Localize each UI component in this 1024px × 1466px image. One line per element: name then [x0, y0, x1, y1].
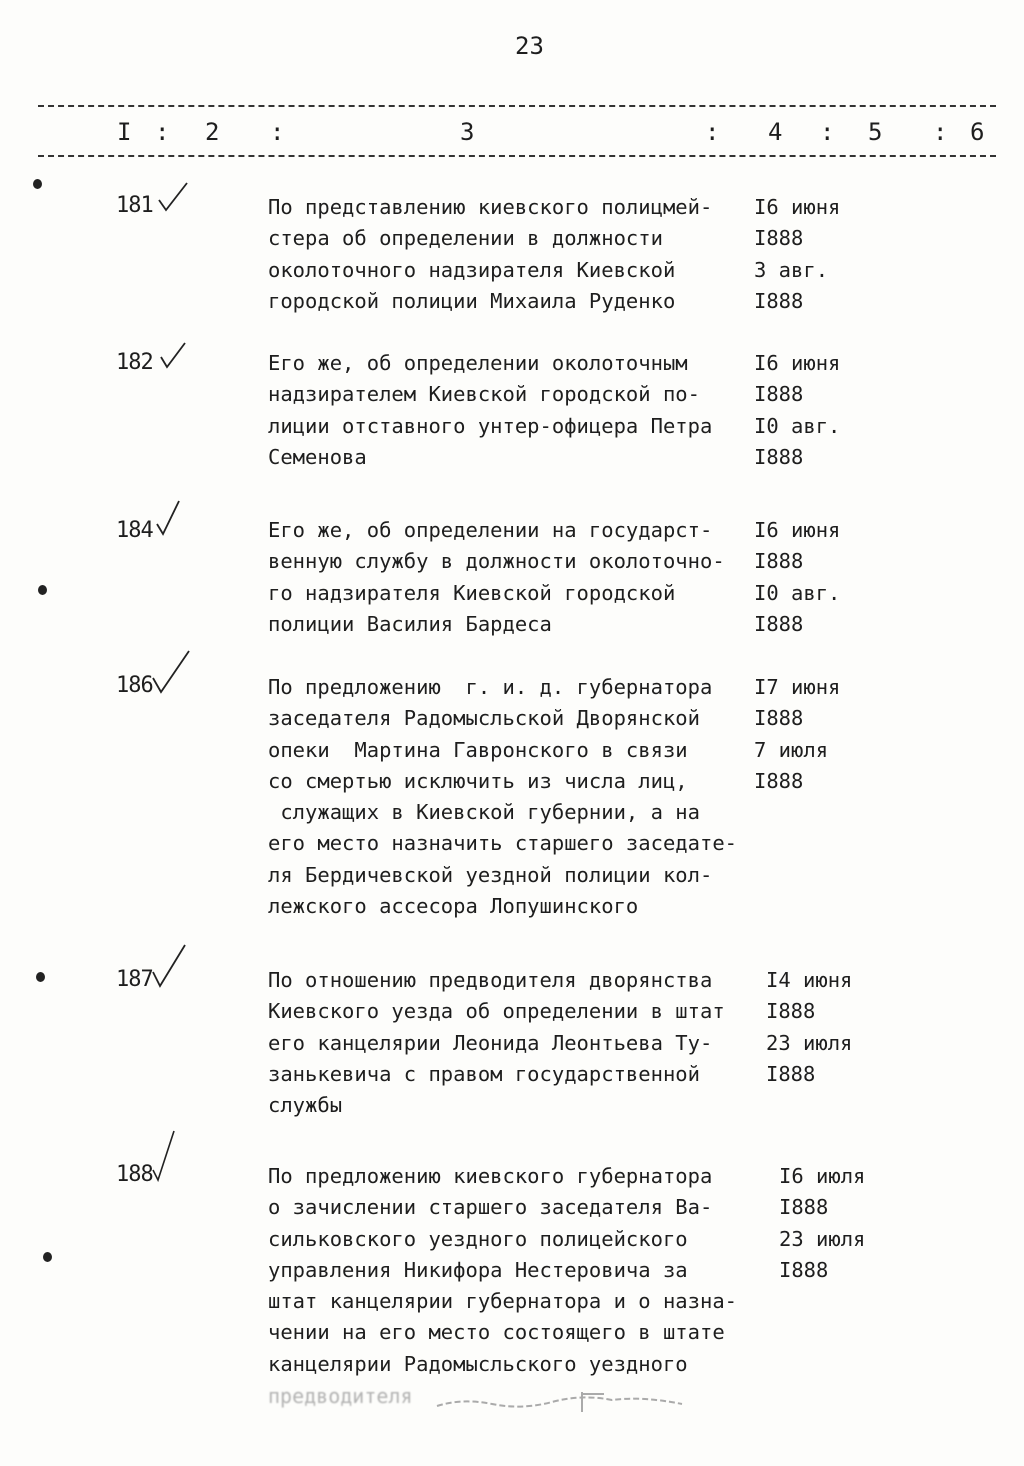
date-line: I7 июня — [754, 675, 841, 699]
entry-text-line: Его же, об определении околоточным — [268, 351, 688, 375]
entry-text-line: По отношению предводителя дворянства — [268, 968, 713, 992]
date-line: I6 июня — [754, 195, 841, 219]
faint-continuation-text: предводителя — [268, 1384, 413, 1408]
date-line: I6 июня — [754, 351, 841, 375]
entry-text-line: околоточного надзирателя Киевской — [268, 257, 676, 282]
date-line: I888 — [754, 444, 804, 469]
header-top-rule — [38, 105, 996, 107]
date-line: 3 авг. — [754, 257, 829, 282]
date-line: 23 июля — [766, 1030, 853, 1055]
entry-number: 186 — [116, 673, 153, 698]
column-header-5: 5 — [868, 118, 883, 146]
entry-text-line: о зачислении старшего заседателя Ва- — [268, 1195, 713, 1220]
page-number: 23 — [515, 32, 544, 60]
entry-text-line: опеки Мартина Гавронского в связи — [268, 737, 688, 762]
checkmark-icon — [150, 1128, 180, 1182]
smudged-text-mark — [432, 1386, 692, 1420]
date-line: I888 — [766, 1061, 816, 1086]
checkmark-icon — [154, 498, 182, 538]
header-bottom-rule — [38, 155, 996, 157]
entry-text-line: управления Никифора Нестеровича за — [268, 1257, 688, 1282]
date-line: I888 — [779, 1195, 829, 1220]
entry-text-line: со смертью исключить из числа лиц, — [268, 768, 688, 793]
date-line: 7 июля — [754, 737, 829, 762]
entry-text-line: надзирателем Киевской городской по- — [268, 382, 700, 407]
entry-text-line: службы — [268, 1093, 343, 1118]
date-line: I6 июня — [754, 518, 841, 542]
date-line: I888 — [754, 226, 804, 251]
entry-text-line: заседателя Радомысльской Дворянской — [268, 706, 700, 731]
date-line: I6 июля — [779, 1164, 866, 1188]
punch-hole-mark — [33, 179, 42, 189]
date-line: 23 июля — [779, 1226, 866, 1251]
entry-text-line: стера об определении в должности — [268, 226, 663, 251]
entry-dates — [754, 348, 840, 473]
entry-text — [268, 348, 712, 473]
column-separator: : — [155, 118, 170, 146]
entry-text — [268, 1161, 737, 1380]
entry-number: 181 — [116, 193, 153, 218]
entry-text-line: его место назначить старшего заседате- — [268, 831, 737, 856]
entry-text-line: По предложению киевского губернатора — [268, 1164, 713, 1188]
punch-hole-mark — [43, 1252, 52, 1262]
column-separator: : — [820, 118, 835, 146]
checkmark-icon — [150, 942, 188, 990]
entry-dates — [754, 515, 840, 640]
entry-text-line: Киевского уезда об определении в штат — [268, 999, 725, 1024]
date-line: I888 — [754, 382, 804, 407]
entry-text-line: Семенова — [268, 444, 367, 469]
column-header-1: I — [117, 118, 132, 146]
column-header-2: 2 — [205, 118, 220, 146]
entry-text-line: ля Бердичевской уездной полиции кол- — [268, 862, 713, 887]
checkmark-icon — [158, 340, 188, 370]
column-separator: : — [270, 118, 285, 146]
entry-text-line: его канцелярии Леонида Леонтьева Ту- — [268, 1030, 713, 1055]
punch-hole-mark — [38, 585, 47, 595]
entry-text-line: городской полиции Михаила Руденко — [268, 288, 676, 313]
entry-text — [268, 515, 725, 640]
punch-hole-mark — [36, 972, 45, 982]
entry-text-line: служащих в Киевской губернии, а на — [268, 800, 700, 825]
entry-text-line: По предложению г. и. д. губернатора — [268, 675, 713, 699]
entry-text — [268, 672, 737, 922]
entry-text — [268, 192, 712, 317]
date-line: I4 июня — [766, 968, 853, 992]
entry-text-line: го надзирателя Киевской городской — [268, 580, 676, 605]
date-line: I888 — [754, 706, 804, 731]
entry-number: 184 — [116, 518, 153, 543]
entry-text-line: Его же, об определении на государст- — [268, 518, 713, 542]
date-line: I888 — [779, 1257, 829, 1282]
column-header-3: 3 — [460, 118, 475, 146]
entry-text — [268, 965, 725, 1121]
date-line: I888 — [754, 549, 804, 574]
date-line: I888 — [766, 999, 816, 1024]
entry-text-line: венную службу в должности околоточно- — [268, 549, 725, 574]
entry-text-line: лиции отставного унтер-офицера Петра — [268, 413, 713, 438]
entry-dates — [754, 672, 840, 797]
entry-text-line: полиции Василия Бардеса — [268, 611, 552, 636]
entry-text-line: По представлению киевского полицмей- — [268, 195, 713, 219]
entry-dates — [766, 965, 852, 1090]
date-line: I0 авг. — [754, 413, 841, 438]
entry-dates — [779, 1161, 865, 1286]
checkmark-icon — [150, 648, 192, 696]
entry-number: 187 — [116, 967, 153, 992]
column-separator: : — [705, 118, 720, 146]
entry-dates — [754, 192, 840, 317]
entry-text-line: лежского ассесора Лопушинского — [268, 894, 639, 919]
date-line: I888 — [754, 288, 804, 313]
entry-text-line: занькевича с правом государственной — [268, 1061, 700, 1086]
entry-text-line: чении на его место состоящего в штате — [268, 1320, 725, 1345]
date-line: I888 — [754, 768, 804, 793]
entry-number: 188 — [116, 1162, 153, 1187]
entry-text-line: канцелярии Радомысльского уездного — [268, 1351, 688, 1376]
date-line: I888 — [754, 611, 804, 636]
entry-text-line: штат канцелярии губернатора и о назна- — [268, 1289, 737, 1314]
entry-number: 182 — [116, 350, 153, 375]
checkmark-icon — [156, 180, 190, 214]
column-separator: : — [933, 118, 948, 146]
entry-text-line: сильковского уездного полицейского — [268, 1226, 688, 1251]
column-header-4: 4 — [768, 118, 783, 146]
column-header-6: 6 — [970, 118, 985, 146]
date-line: I0 авг. — [754, 580, 841, 605]
